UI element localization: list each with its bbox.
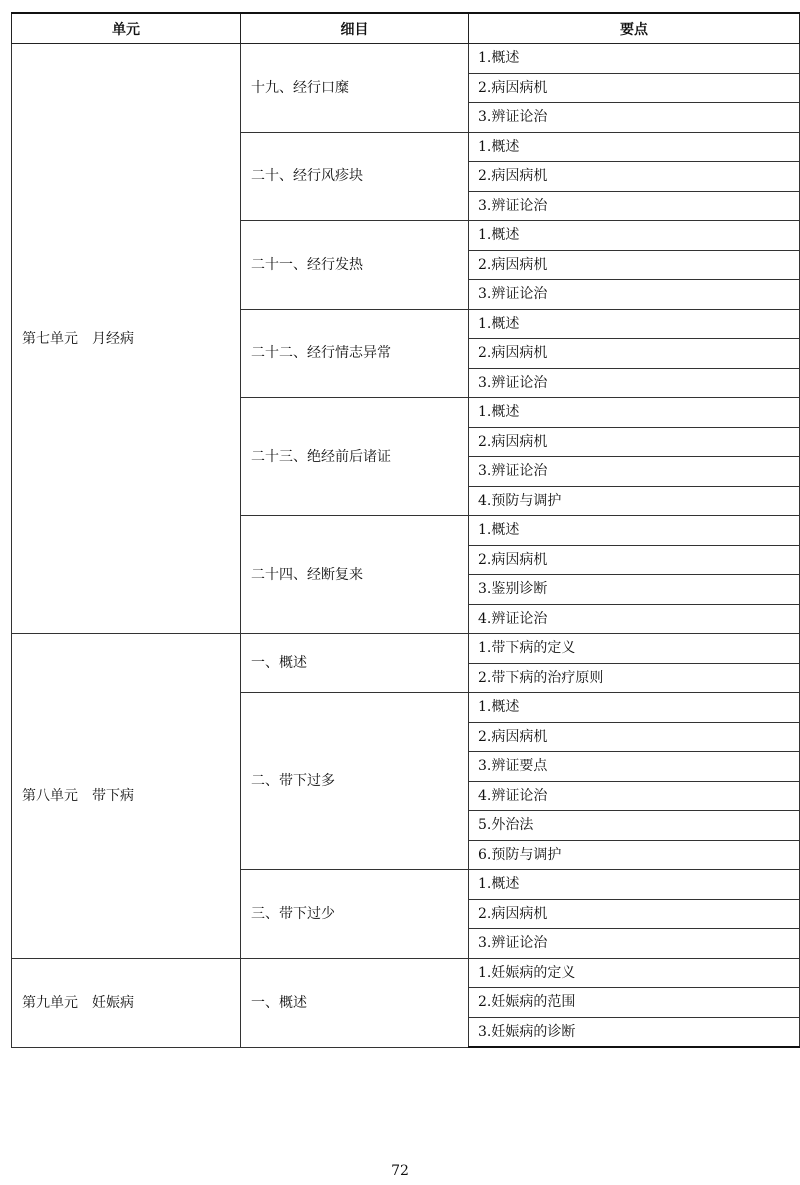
point-cell: 3.妊娠病的诊断 bbox=[469, 1017, 800, 1047]
table-row bbox=[12, 44, 800, 74]
point-cell: 4.预防与调护 bbox=[469, 486, 800, 516]
point-cell: 5.外治法 bbox=[469, 811, 800, 841]
table-body bbox=[12, 44, 800, 1048]
point-cell: 4.辨证论治 bbox=[469, 604, 800, 634]
point-cell: 3.辨证论治 bbox=[469, 929, 800, 959]
point-cell: 3.辨证论治 bbox=[469, 457, 800, 487]
point-cell: 1.带下病的定义 bbox=[469, 634, 800, 664]
point-cell: 6.预防与调护 bbox=[469, 840, 800, 870]
header-row bbox=[12, 13, 800, 44]
point-cell: 2.病因病机 bbox=[469, 722, 800, 752]
point-cell: 1.概述 bbox=[469, 516, 800, 546]
page-number: 72 bbox=[391, 1163, 409, 1179]
point-cell: 1.妊娠病的定义 bbox=[469, 958, 800, 988]
point-cell: 2.病因病机 bbox=[469, 162, 800, 192]
point-cell: 4.辨证论治 bbox=[469, 781, 800, 811]
table-header bbox=[12, 13, 800, 44]
header-points: 要点 bbox=[469, 13, 800, 44]
point-cell: 3.辨证论治 bbox=[469, 368, 800, 398]
point-cell: 3.辨证论治 bbox=[469, 103, 800, 133]
point-cell: 3.鉴别诊断 bbox=[469, 575, 800, 605]
header-detail: 细目 bbox=[241, 13, 469, 44]
point-cell: 1.概述 bbox=[469, 44, 800, 74]
detail-cell: 一、概述 bbox=[241, 634, 469, 693]
point-cell: 2.病因病机 bbox=[469, 899, 800, 929]
point-cell: 2.妊娠病的范围 bbox=[469, 988, 800, 1018]
detail-cell: 二十三、绝经前后诸证 bbox=[241, 398, 469, 516]
detail-cell: 二、带下过多 bbox=[241, 693, 469, 870]
point-cell: 1.概述 bbox=[469, 221, 800, 251]
syllabus-table bbox=[11, 12, 800, 1048]
point-cell: 1.概述 bbox=[469, 870, 800, 900]
point-cell: 2.病因病机 bbox=[469, 73, 800, 103]
detail-cell: 三、带下过少 bbox=[241, 870, 469, 959]
point-cell: 2.病因病机 bbox=[469, 250, 800, 280]
table-row bbox=[12, 958, 800, 988]
point-cell: 3.辨证论治 bbox=[469, 191, 800, 221]
point-cell: 2.病因病机 bbox=[469, 545, 800, 575]
point-cell: 1.概述 bbox=[469, 693, 800, 723]
point-cell: 2.病因病机 bbox=[469, 339, 800, 369]
point-cell: 1.概述 bbox=[469, 309, 800, 339]
point-cell: 3.辨证论治 bbox=[469, 280, 800, 310]
detail-cell: 二十、经行风疹块 bbox=[241, 132, 469, 221]
detail-cell: 二十四、经断复来 bbox=[241, 516, 469, 634]
unit-cell: 第七单元 月经病 bbox=[12, 44, 241, 634]
detail-cell: 二十二、经行情志异常 bbox=[241, 309, 469, 398]
point-cell: 1.概述 bbox=[469, 398, 800, 428]
unit-cell: 第八单元 带下病 bbox=[12, 634, 241, 959]
header-unit: 单元 bbox=[12, 13, 241, 44]
point-cell: 2.病因病机 bbox=[469, 427, 800, 457]
table-row bbox=[12, 634, 800, 664]
point-cell: 2.带下病的治疗原则 bbox=[469, 663, 800, 693]
unit-cell: 第九单元 妊娠病 bbox=[12, 958, 241, 1047]
detail-cell: 二十一、经行发热 bbox=[241, 221, 469, 310]
point-cell: 1.概述 bbox=[469, 132, 800, 162]
detail-cell: 一、概述 bbox=[241, 958, 469, 1047]
detail-cell: 十九、经行口糜 bbox=[241, 44, 469, 133]
point-cell: 3.辨证要点 bbox=[469, 752, 800, 782]
